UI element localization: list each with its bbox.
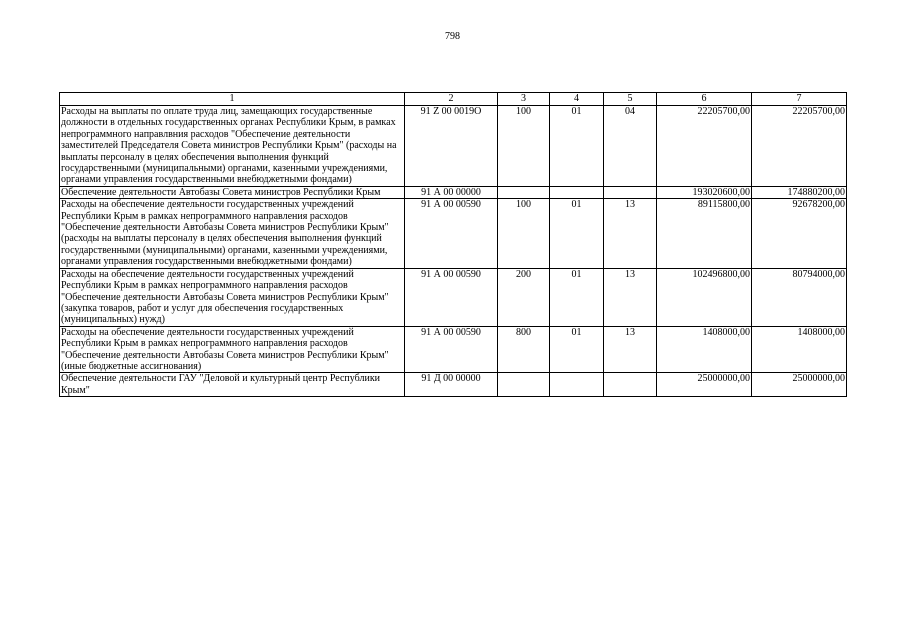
page-number: 798 [445, 31, 460, 42]
row-col3: 100 [498, 199, 550, 268]
row-amount-6: 193020600,00 [657, 186, 752, 198]
header-col-2: 2 [405, 93, 498, 106]
header-col-6: 6 [657, 93, 752, 106]
row-amount-7: 80794000,00 [752, 268, 847, 326]
row-col3: 200 [498, 268, 550, 326]
row-col4 [550, 373, 604, 397]
row-col5: 13 [604, 268, 657, 326]
row-amount-6: 1408000,00 [657, 326, 752, 373]
row-name: Расходы на обеспечение деятельности государственных учреждений Республики Крым в рамках непрограммного направления расходов "Обеспечение деятельности Автобазы Совета министров Республики Крым" (иные бюджетные ассигнования) [60, 326, 405, 373]
row-col4 [550, 186, 604, 198]
table-row [60, 326, 847, 373]
row-col3 [498, 373, 550, 397]
row-col5 [604, 186, 657, 198]
row-col3: 800 [498, 326, 550, 373]
row-col4: 01 [550, 199, 604, 268]
row-code: 91 Z 00 0019О [405, 106, 498, 187]
row-amount-7: 1408000,00 [752, 326, 847, 373]
row-col3: 100 [498, 106, 550, 187]
row-name: Расходы на обеспечение деятельности государственных учреждений Республики Крым в рамках непрограммного направления расходов "Обеспечение деятельности Автобазы Совета министров Республики Крым" (расходы на выплаты персоналу в целях обеспечения выполнения функций государственными (муниципальными) органами, казенными учреждениями, органами управления государственными внебюджетными фондами) [60, 199, 405, 268]
row-amount-7: 174880200,00 [752, 186, 847, 198]
row-col4: 01 [550, 268, 604, 326]
header-row [60, 93, 847, 106]
row-col5: 13 [604, 199, 657, 268]
row-code: 91 А 00 00000 [405, 186, 498, 198]
row-amount-6: 102496800,00 [657, 268, 752, 326]
row-amount-7: 92678200,00 [752, 199, 847, 268]
table-row [60, 106, 847, 187]
row-code: 91 А 00 00590 [405, 199, 498, 268]
header-col-3: 3 [498, 93, 550, 106]
row-name: Расходы на обеспечение деятельности государственных учреждений Республики Крым в рамках непрограммного направления расходов "Обеспечение деятельности Автобазы Совета министров Республики Крым" (закупка товаров, работ и услуг для обеспечения государственных (муниципальных) нужд) [60, 268, 405, 326]
row-col5: 04 [604, 106, 657, 187]
header-col-7: 7 [752, 93, 847, 106]
table-row [60, 268, 847, 326]
row-col4: 01 [550, 326, 604, 373]
row-code: 91 А 00 00590 [405, 268, 498, 326]
row-col4: 01 [550, 106, 604, 187]
row-code: 91 Д 00 00000 [405, 373, 498, 397]
table-row [60, 186, 847, 198]
row-name: Обеспечение деятельности Автобазы Совета министров Республики Крым [60, 186, 405, 198]
table-row [60, 199, 847, 268]
row-name: Расходы на выплаты по оплате труда лиц, замещающих государственные должности в отдельных государственных органах Республики Крым, в рамках непрограммного направлвния расходов "Обеспечение деятельности заместителей Председателя Совета министров Республики Крым" (расходы на выплаты персоналу в целях обеспечения выполнения функций государственными (муниципальными) органами, казенными учреждениями, органами управления государственными внебюджетными фондами) [60, 106, 405, 187]
row-amount-6: 22205700,00 [657, 106, 752, 187]
header-col-1: 1 [60, 93, 405, 106]
row-name: Обеспечение деятельности ГАУ "Деловой и культурный центр Республики Крым" [60, 373, 405, 397]
row-col5: 13 [604, 326, 657, 373]
row-col3 [498, 186, 550, 198]
row-col5 [604, 373, 657, 397]
budget-table [59, 92, 847, 397]
row-amount-7: 25000000,00 [752, 373, 847, 397]
table-row [60, 373, 847, 397]
row-amount-6: 25000000,00 [657, 373, 752, 397]
row-code: 91 А 00 00590 [405, 326, 498, 373]
row-amount-6: 89115800,00 [657, 199, 752, 268]
header-col-5: 5 [604, 93, 657, 106]
header-col-4: 4 [550, 93, 604, 106]
row-amount-7: 22205700,00 [752, 106, 847, 187]
